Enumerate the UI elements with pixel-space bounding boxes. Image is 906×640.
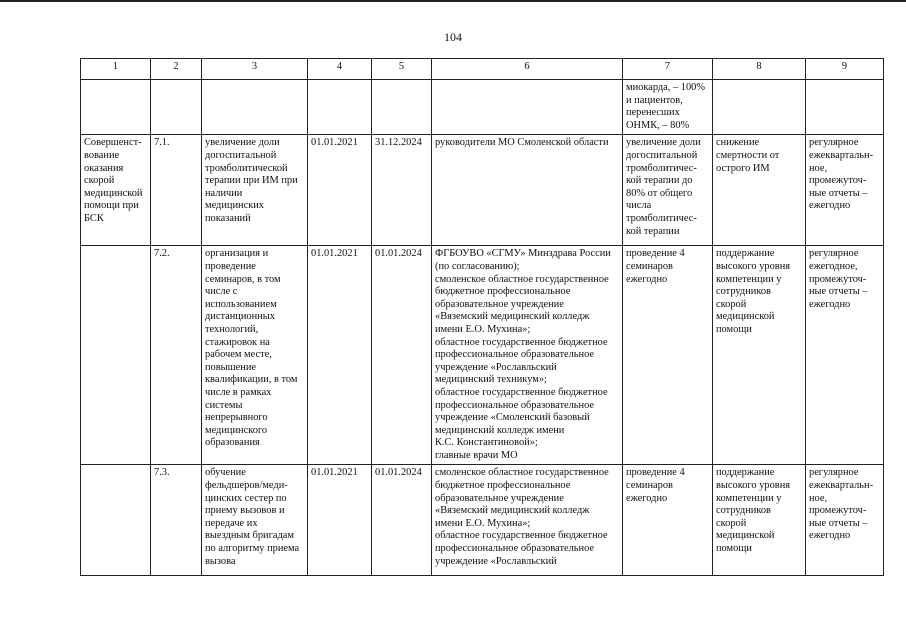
column-header-9: 9 xyxy=(806,59,884,80)
reporting-cell: регулярное ежегодное, промежуточ- ные отчеты – ежегодно xyxy=(806,246,884,465)
activities-table xyxy=(80,58,884,576)
continuation-cell-2 xyxy=(151,80,202,135)
start-date-cell: 01.01.2021 xyxy=(308,246,372,465)
top-border-line xyxy=(0,0,906,2)
table-header-row xyxy=(81,59,884,80)
end-date-cell: 01.01.2024 xyxy=(372,246,432,465)
table-row xyxy=(81,465,884,576)
continuation-cell-4 xyxy=(308,80,372,135)
end-date-cell: 31.12.2024 xyxy=(372,135,432,246)
task-cell: обучение фельдшеров/меди- цинских сестер по приему вызовов и передаче их выездным бригадам по алгоритму приема вызова xyxy=(202,465,308,576)
column-header-3: 3 xyxy=(202,59,308,80)
indicator-cell: проведение 4 семинаров ежегодно xyxy=(623,246,713,465)
reporting-cell: регулярное ежеквартальн- ное, промежуточ- ные отчеты – ежегодно xyxy=(806,135,884,246)
page-number: 104 xyxy=(444,30,462,44)
column-header-5: 5 xyxy=(372,59,432,80)
reporting-cell: регулярное ежеквартальн- ное, промежуточ- ные отчеты – ежегодно xyxy=(806,465,884,576)
row-number: 7.3. xyxy=(151,465,202,576)
continuation-row xyxy=(81,80,884,135)
column-header-2: 2 xyxy=(151,59,202,80)
table-row xyxy=(81,246,884,465)
continuation-cell-3 xyxy=(202,80,308,135)
result-cell: снижение смертности от острого ИМ xyxy=(713,135,806,246)
column-header-6: 6 xyxy=(432,59,623,80)
group-label-continuation xyxy=(81,465,151,576)
responsible-cell: смоленское областное государственное бюджетное профессиональное образовательное учреждение «Вяземский медицинский колледж имени Е.О. Мухина»; областное государственное бюджетное профессиональное образовательное учреждение «Рославльский xyxy=(432,465,623,576)
task-cell: организация и проведение семинаров, в том числе с использованием дистанционных технологий, стажировок на рабочем месте, повышение квалификации, в том числе в рамках системы непрерывного медицинского образования xyxy=(202,246,308,465)
indicator-cell: увеличение доли догоспитальной тромболитичес- кой терапии до 80% от общего числа тромболитичес- кой терапии xyxy=(623,135,713,246)
end-date-cell: 01.01.2024 xyxy=(372,465,432,576)
start-date-cell: 01.01.2021 xyxy=(308,465,372,576)
continuation-cell-8 xyxy=(713,80,806,135)
continuation-cell-6 xyxy=(432,80,623,135)
continuation-cell-5 xyxy=(372,80,432,135)
task-cell: увеличение доли догоспитальной тромболитической терапии при ИМ при наличии медицинских показаний xyxy=(202,135,308,246)
continuation-indicator-cell: миокарда, – 100% и пациентов, перенесших ОНМК, – 80% xyxy=(623,80,713,135)
column-header-8: 8 xyxy=(713,59,806,80)
column-header-7: 7 xyxy=(623,59,713,80)
continuation-cell-9 xyxy=(806,80,884,135)
responsible-cell: руководители МО Смоленской области xyxy=(432,135,623,246)
responsible-cell: ФГБОУВО «СГМУ» Минздрава России (по согласованию); смоленское областное государственное бюджетное профессиональное образовательное учреждение «Вяземский медицинский колледж имени Е.О. Мухина»; областное государственное бюджетное профессиональное образовательное учреждение «Рославльский медицинский техникум»; областное государственное бюджетное профессиональное образовательное учреждение «Смоленский базовый медицинский колледж имени К.С. Константиновой»; главные врачи МО xyxy=(432,246,623,465)
group-label-cell: Совершенст- вование оказания скорой медицинской помощи при БСК xyxy=(81,135,151,246)
result-cell: поддержание высокого уровня компетенции у сотрудников скорой медицинской помощи xyxy=(713,465,806,576)
column-header-1: 1 xyxy=(81,59,151,80)
group-label-continuation xyxy=(81,246,151,465)
table-row xyxy=(81,135,884,246)
result-cell: поддержание высокого уровня компетенции у сотрудников скорой медицинской помощи xyxy=(713,246,806,465)
indicator-cell: проведение 4 семинаров ежегодно xyxy=(623,465,713,576)
row-number: 7.2. xyxy=(151,246,202,465)
column-header-4: 4 xyxy=(308,59,372,80)
continuation-cell-1 xyxy=(81,80,151,135)
row-number: 7.1. xyxy=(151,135,202,246)
start-date-cell: 01.01.2021 xyxy=(308,135,372,246)
